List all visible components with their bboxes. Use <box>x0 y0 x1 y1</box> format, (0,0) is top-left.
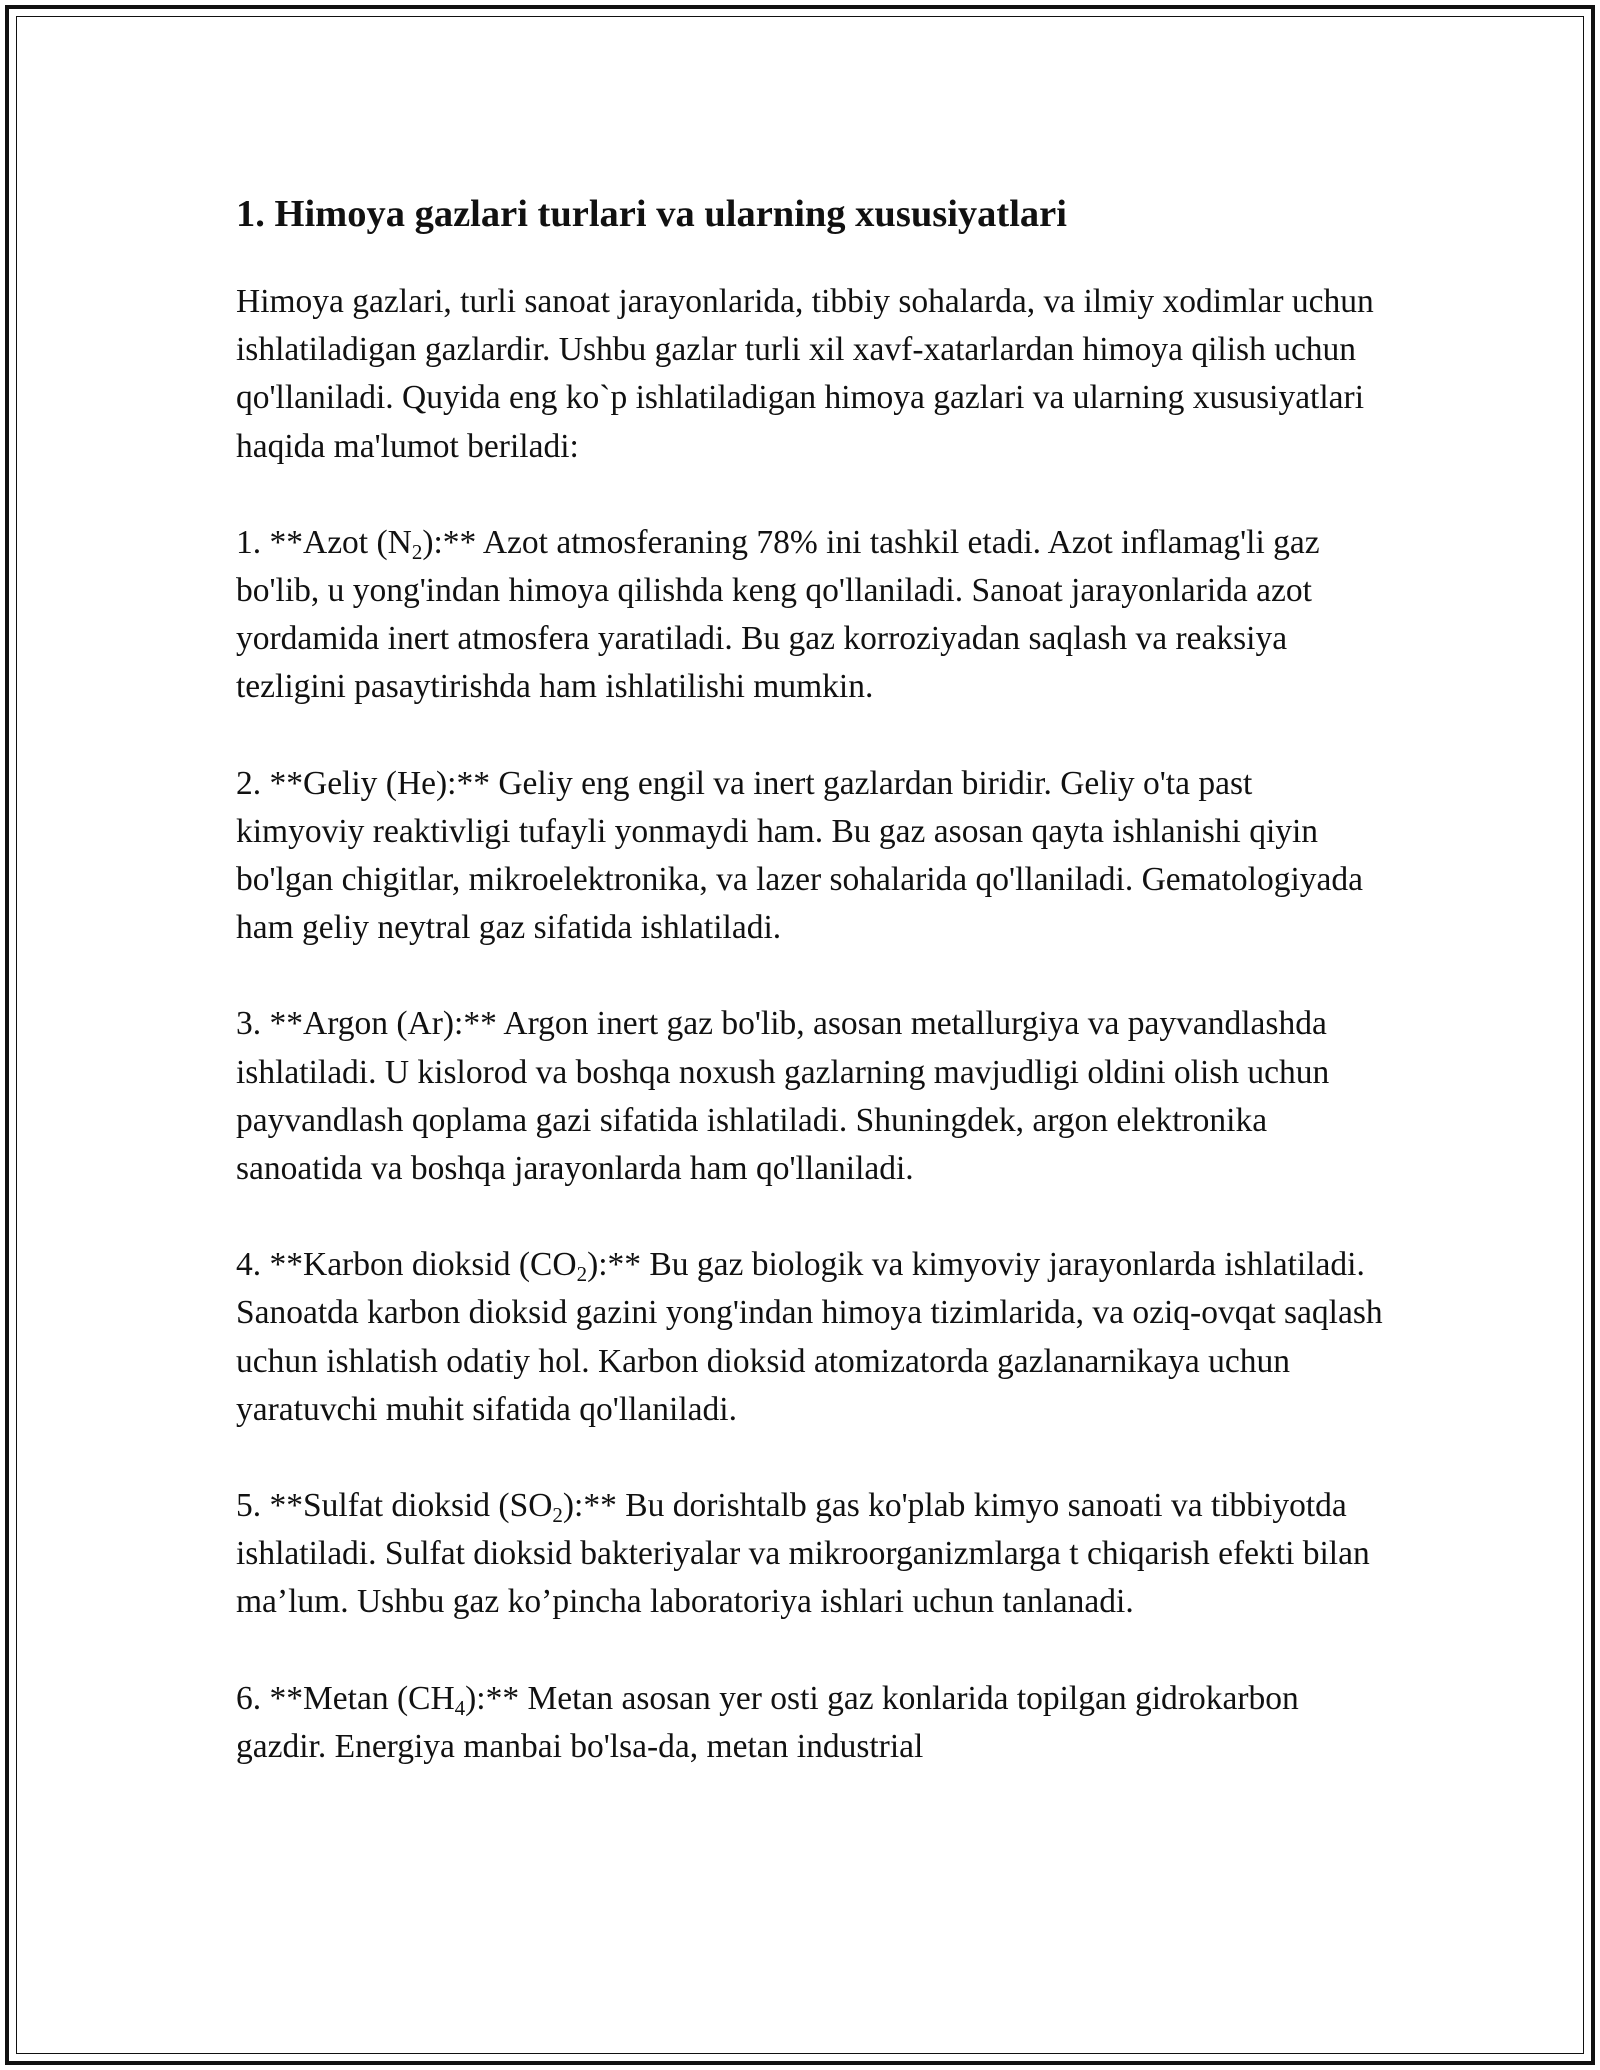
formula-subscript: 4 <box>454 1695 466 1720</box>
gas-item-label-end: ):** <box>465 1679 520 1717</box>
gas-item-label: 3. **Argon (Ar):** <box>236 1005 497 1043</box>
gas-item-label-end: ):** <box>562 1487 617 1525</box>
gas-item-text: Bu dorishtalb gas ko'plab kimyo sanoati va tibbiyotda ishlatiladi. Sulfat dioksid bakteriyalar va mikroorganizmlarga t chiqarish efekti bilan ma’lum. Ushbu gaz ko’pincha laboratoriya ishlari uchun tanlanadi. <box>236 1487 1370 1621</box>
gas-item-karbon-dioksid <box>236 1241 1386 1434</box>
gas-item-geliy <box>236 760 1386 953</box>
gas-item-label-end: ):** <box>422 523 477 561</box>
gas-item-label: 1. **Azot (N <box>236 523 412 561</box>
formula-subscript: 2 <box>411 539 423 564</box>
gas-item-text: Bu gaz biologik va kimyoviy jarayonlarda ishlatiladi. Sanoatda karbon dioksid gazini yong'indan himoya tizimlarida, va oziq-ovqat saqlash uchun ishlatish odatiy hol. Karbon dioksid atomizatorda gazlanarnikaya uchun yaratuvchi muhit sifatida qo'llaniladi. <box>236 1246 1383 1428</box>
gas-item-azot <box>236 519 1386 712</box>
gas-item-text: Azot atmosferaning 78% ini tashkil etadi. Azot inflamag'li gaz bo'lib, u yong'indan himoya qilishda keng qo'llaniladi. Sanoat jarayonlarida azot yordamida inert atmosfera yaratiladi. Bu gaz korroziyadan saqlash va reaksiya tezligini pasaytirishda ham ishlatilishi mumkin. <box>236 523 1320 706</box>
intro-paragraph: Himoya gazlari, turli sanoat jarayonlarida, tibbiy sohalarda, va ilmiy xodimlar uchun ishlatiladigan gazlardir. Ushbu gazlar turli xil xavf-xatarlardan himoya qilish uchun qo'llaniladi. Quyida eng ko`p ishlatiladigan himoya gazlari va ularning xususiyatlari haqida ma'lumot beriladi: <box>236 283 1374 465</box>
gas-item-label: 6. **Metan (CH <box>236 1679 455 1717</box>
gas-item-metan <box>236 1675 1386 1771</box>
gas-item-sulfat-dioksid <box>236 1482 1386 1627</box>
formula-subscript: 2 <box>576 1262 588 1287</box>
gas-item-label: 5. **Sulfat dioksid (SO <box>236 1487 553 1525</box>
formula-subscript: 2 <box>552 1503 563 1528</box>
gas-item-label: 2. **Geliy (He):** <box>236 764 490 802</box>
gas-item-text: Argon inert gaz bo'lib, asosan metallurgiya va payvandlashda ishlatiladi. U kislorod va boshqa noxush gazlarning mavjudligi oldini olish uchun payvandlash qoplama gazi sifatida ishlatiladi. Shuningdek, argon elektronika sanoatida va boshqa jarayonlarda ham qo'llaniladi. <box>236 1005 1330 1188</box>
document-body <box>236 184 1386 1819</box>
gas-item-text: Metan asosan yer osti gaz konlarida topilgan gidrokarbon gazdir. Energiya manbai bo'lsa-da, metan industrial <box>236 1679 1299 1765</box>
gas-item-text: Geliy eng engil va inert gazlardan biridir. Geliy o'ta past kimyoviy reaktivligi tufayli yonmaydi ham. Bu gaz asosan qayta ishlanishi qiyin bo'lgan chigitlar, mikroelektronika, va lazer sohalarida qo'llaniladi. Gematologiyada ham geliy neytral gaz sifatida ishlatiladi. <box>236 764 1364 947</box>
gas-item-argon <box>236 1000 1386 1193</box>
gas-item-label: 4. **Karbon dioksid (CO <box>236 1246 577 1284</box>
section-heading: 1. Himoya gazlari turlari va ularning xususiyatlari <box>236 193 1067 235</box>
gas-item-label-end: ):** <box>587 1246 642 1284</box>
